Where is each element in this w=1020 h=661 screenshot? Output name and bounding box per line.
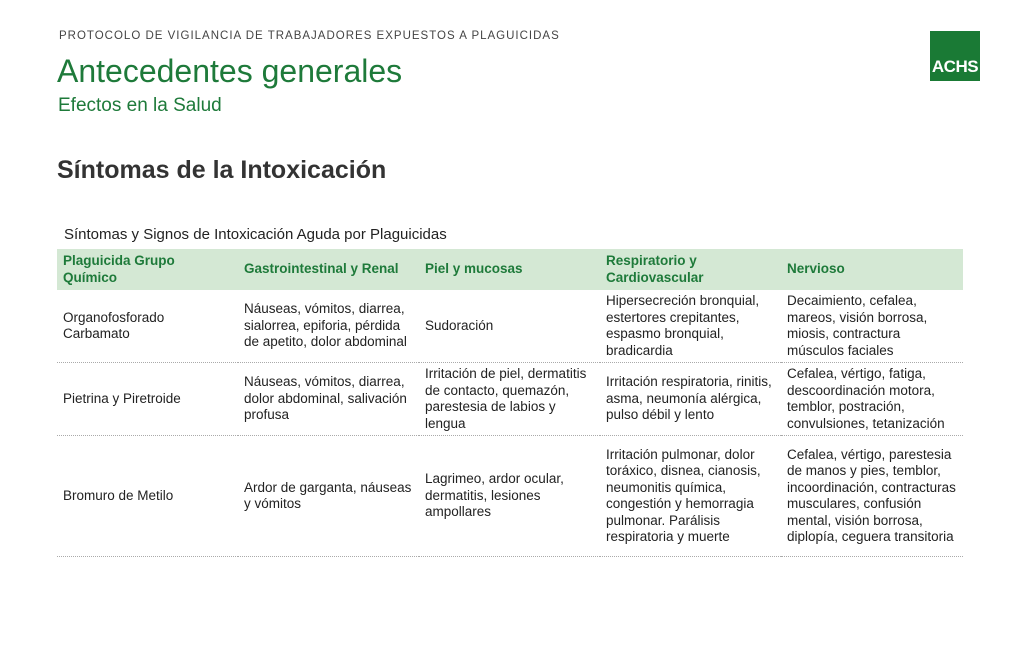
table-header-row (57, 249, 963, 290)
column-header: Plaguicida Grupo Químico (57, 249, 238, 290)
table-cell: Irritación pulmonar, dolor toráxico, disnea, cianosis, neumonitis química, congestión y hemorragia pulmonar. Parálisis respiratoria y muerte (600, 436, 781, 557)
page-title: Antecedentes generales (57, 53, 403, 89)
column-header: Nervioso (781, 249, 963, 290)
table-cell: Lagrimeo, ardor ocular, dermatitis, lesiones ampollares (419, 436, 600, 557)
table-cell: Pietrina y Piretroide (57, 363, 238, 436)
table-cell: Irritación de piel, dermatitis de contacto, quemazón, parestesia de labios y lengua (419, 363, 600, 436)
table-cell: Náuseas, vómitos, diarrea, sialorrea, epiforia, pérdida de apetito, dolor abdominal (238, 290, 419, 363)
protocol-kicker: PROTOCOLO DE VIGILANCIA DE TRABAJADORES EXPUESTOS A PLAGUICIDAS (59, 30, 560, 42)
table-cell: Cefalea, vértigo, fatiga, descoordinación motora, temblor, postración, convulsiones, tetanización (781, 363, 963, 436)
table-cell: Organofosforado Carbamato (57, 290, 238, 363)
achs-logo: ACHS (930, 31, 980, 81)
section-title: Síntomas de la Intoxicación (57, 156, 387, 184)
table-cell: Hipersecreción bronquial, estertores crepitantes, espasmo bronquial, bradicardia (600, 290, 781, 363)
table-row (57, 436, 963, 557)
table-cell: Sudoración (419, 290, 600, 363)
symptoms-table (57, 249, 963, 557)
table-row (57, 363, 963, 436)
table-cell: Náuseas, vómitos, diarrea, dolor abdominal, salivación profusa (238, 363, 419, 436)
table-cell: Bromuro de Metilo (57, 436, 238, 557)
column-header: Gastrointestinal y Renal (238, 249, 419, 290)
table-cell: Irritación respiratoria, rinitis, asma, neumonía alérgica, pulso débil y lento (600, 363, 781, 436)
column-header: Piel y mucosas (419, 249, 600, 290)
page-subtitle: Efectos en la Salud (58, 95, 222, 116)
table-cell: Ardor de garganta, náuseas y vómitos (238, 436, 419, 557)
table-cell: Decaimiento, cefalea, mareos, visión borrosa, miosis, contractura músculos faciales (781, 290, 963, 363)
table-row (57, 290, 963, 363)
column-header: Respiratorio y Cardiovascular (600, 249, 781, 290)
table-caption: Síntomas y Signos de Intoxicación Aguda por Plaguicidas (64, 226, 447, 243)
table-cell: Cefalea, vértigo, parestesia de manos y pies, temblor, incoordinación, contracturas musculares, confusión mental, visión borrosa, diplopía, ceguera transitoria (781, 436, 963, 557)
